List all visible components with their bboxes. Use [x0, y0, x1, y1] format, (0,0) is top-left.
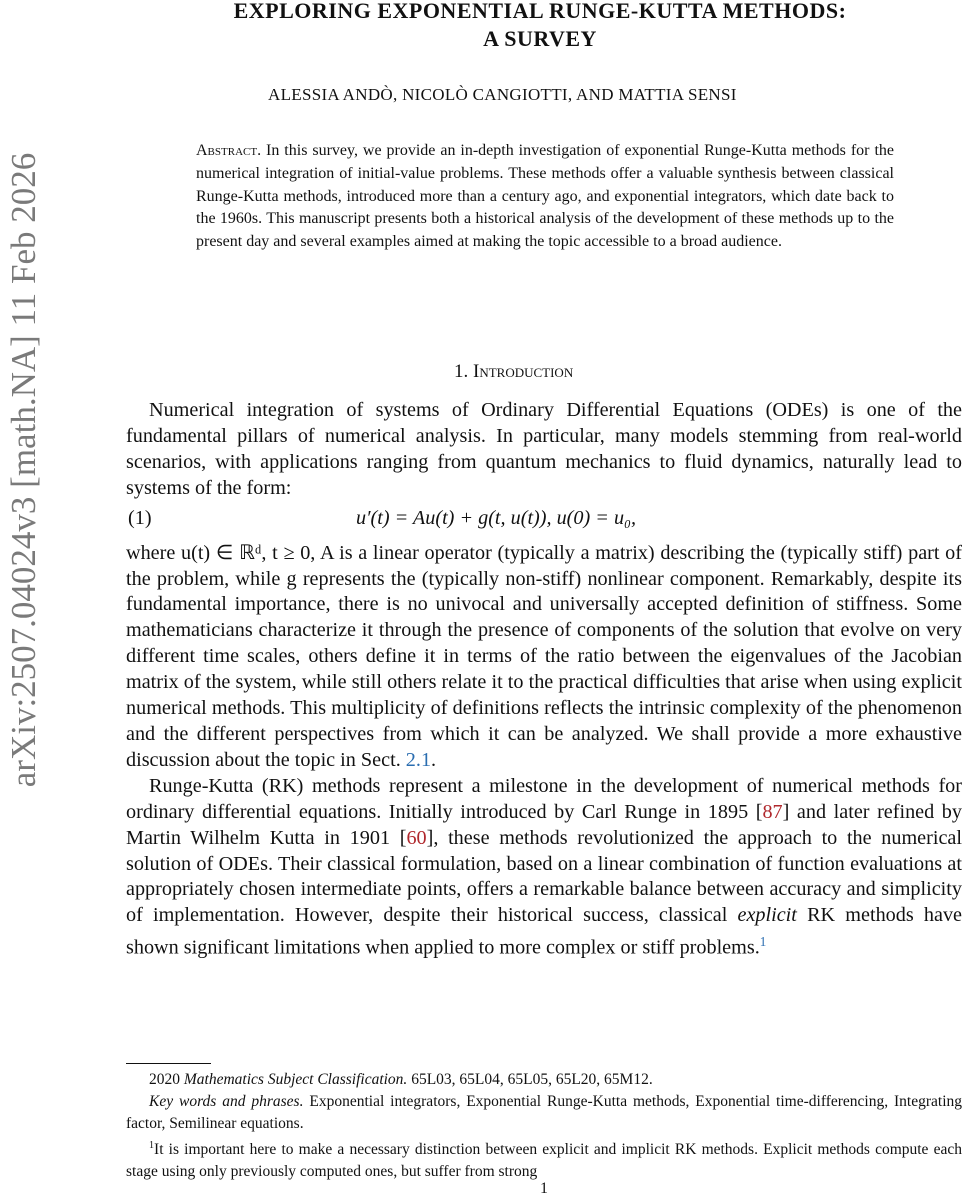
section-heading — [454, 361, 573, 383]
main-text — [126, 398, 962, 962]
title-line-1: EXPLORING EXPONENTIAL RUNGE-KUTTA METHODS: — [233, 0, 847, 23]
msc-footnote — [126, 1069, 962, 1091]
paragraph-2-end: . — [431, 748, 437, 771]
arxiv-sidebar — [2, 0, 46, 940]
footnote-1 — [126, 1135, 962, 1183]
paragraph-2-text: where u(t) ∈ ℝᵈ, t ≥ 0, A is a linear operator (typically a matrix) describing the (typically stiff) part of the problem, while g represents the (typically non-stiff) nonlinear component. Remarkably, despite its fundamental importance, there is no univocal and universally accepted definition of stiffness. Some mathematicians characterize it through the presence of components of the solution that evolve on very different time scales, others define it in terms of the ratio between the eigenvalues of the Jacobian matrix of the system, while still others relate it to the practical difficulties that arise when using explicit numerical methods. This multiplicity of definitions reflects the intrinsic complexity of the phenomenon and the different perspectives from which it can be analyzed. We shall provide a more exhaustive discussion about the topic in Sect. — [126, 541, 962, 771]
keywords-footnote — [126, 1091, 962, 1135]
footnote-link-1[interactable]: 1 — [759, 934, 767, 950]
equation-1 — [126, 504, 962, 537]
paragraph-3-text-b: ] and later refined by Martin Wilhelm Kutta in 1901 [ — [126, 800, 962, 849]
paper-title — [100, 0, 963, 53]
paragraph-1: Numerical integration of systems of Ordinary Differential Equations (ODEs) is one of the fundamental pillars of numerical analysis. In particular, many models stemming from real-world scenarios, with applications ranging from quantum mechanics to fluid dynamics, naturally lead to systems of the form: — [126, 399, 962, 499]
paragraph-3 — [126, 774, 962, 962]
paragraph-3-text-a: Runge-Kutta (RK) methods represent a milestone in the development of numerical methods for ordinary differential equations. Initially introduced by Carl Runge in 1895 [ — [126, 774, 962, 823]
citation-link-87[interactable]: 87 — [762, 800, 783, 823]
abstract-label: Abstract. — [196, 142, 262, 159]
keywords-label: Key words and phrases. — [149, 1093, 304, 1110]
arxiv-identifier: arXiv:2507.04024v3 [math.NA] 11 Feb 2026 — [4, 152, 43, 788]
msc-label: Mathematics Subject Classification. — [183, 1071, 408, 1088]
section-title: Introduction — [473, 361, 574, 382]
paragraph-2 — [126, 541, 962, 774]
section-reference-link[interactable]: 2.1 — [405, 748, 432, 771]
paragraph-3-text-d: RK methods have shown significant limitations when applied to more complex or stiff problems. — [126, 904, 962, 959]
footnotes — [126, 1069, 962, 1183]
footnote-1-mark: 1 — [149, 1140, 155, 1151]
footnote-divider — [126, 1063, 211, 1064]
page-number: 1 — [540, 1180, 548, 1197]
citation-link-60[interactable]: 60 — [406, 826, 427, 849]
authors: ALESSIA ANDÒ, NICOLÒ CANGIOTTI, AND MATTIA SENSI — [268, 85, 737, 104]
paragraph-3-text-c: ], these methods revolutionized the approach to the numerical solution of ODEs. Their classical formulation, based on a linear combination of function evaluations at appropriately chosen intermediate points, offers a remarkable balance between accuracy and simplicity of implementation. However, despite their historical success, classical — [126, 826, 962, 927]
title-line-2: A SURVEY — [483, 26, 597, 51]
emphasis-explicit: explicit — [737, 904, 797, 927]
footnote-1-text: It is important here to make a necessary distinction between explicit and implicit RK methods. Explicit methods compute each stage using only previously computed ones, but suffer from strong — [126, 1141, 962, 1181]
abstract — [196, 140, 894, 254]
keywords-text: Exponential integrators, Exponential Runge-Kutta methods, Exponential time-differencing, Integrating factor, Semilinear equations. — [126, 1093, 962, 1132]
section-number: 1. — [454, 361, 469, 382]
abstract-text: In this survey, we provide an in-depth investigation of exponential Runge-Kutta methods for the numerical integration of initial-value problems. These methods offer a valuable synthesis between classical Runge-Kutta methods, introduced more than a century ago, and exponential integrators, which date back to the 1960s. This manuscript presents both a historical analysis of the development of these methods up to the present day and several examples aimed at making the topic accessible to a broad audience. — [196, 142, 895, 251]
msc-year: 2020 — [149, 1071, 180, 1088]
msc-codes: 65L03, 65L04, 65L05, 65L20, 65M12. — [407, 1071, 653, 1088]
equation-expression: u′(t) = Au(t) + g(t, u(t)), u(0) = u₀, — [356, 506, 637, 529]
equation-number: (1) — [128, 506, 152, 529]
